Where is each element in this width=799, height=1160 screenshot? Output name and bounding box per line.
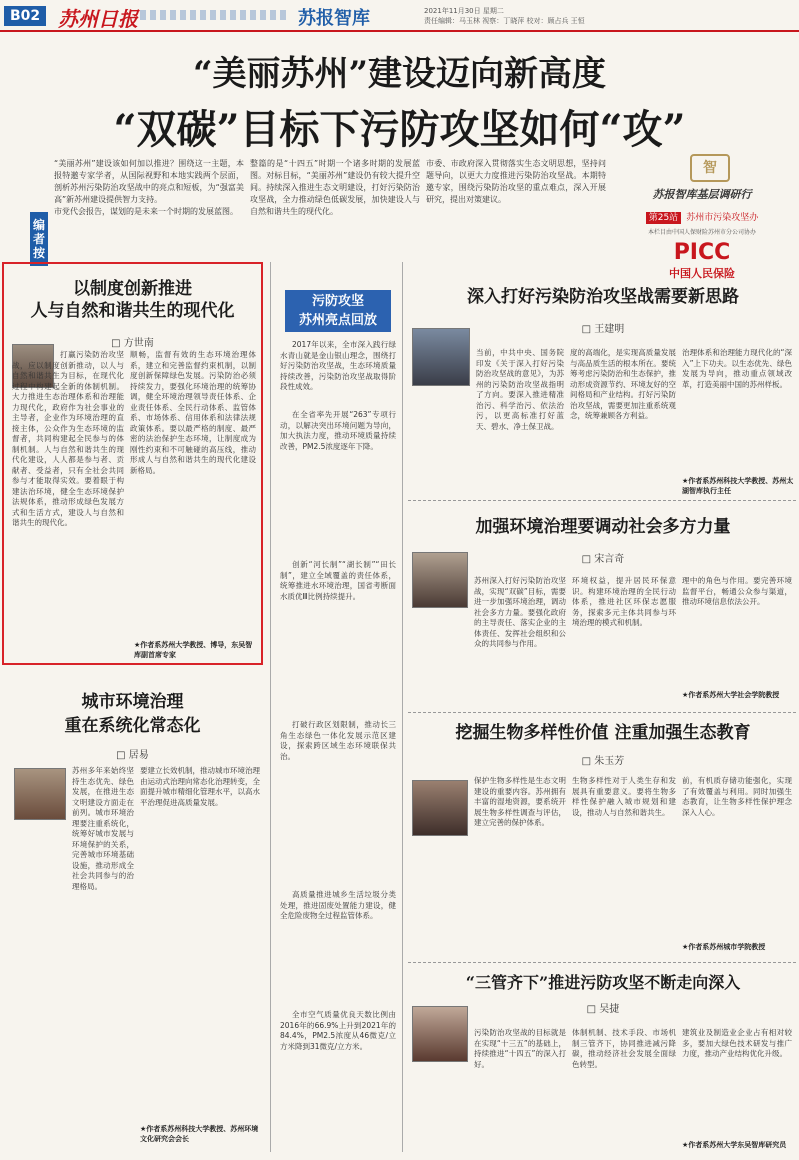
article5-col2: 体制机制、技术手段、市场机制三管齐下，协同推进减污降碳，推动经济社会发展全面绿色转型。 bbox=[572, 1028, 676, 1069]
issue-topic: 苏州市污染攻坚办 bbox=[686, 213, 759, 223]
mid-para4: 打破行政区划限制，推动长三角生态绿色一体化发展示范区建设，探索跨区域生态环境联保共治。 bbox=[280, 720, 396, 761]
date-line: 2021年11月30日 星期二 bbox=[424, 7, 504, 15]
article5-title: “三管齐下”推进污防攻坚不断走向深入 bbox=[465, 973, 741, 992]
section-title: 苏报智库 bbox=[298, 8, 370, 29]
divider bbox=[408, 500, 796, 501]
article6-author: □ 居易 bbox=[116, 750, 149, 761]
article1-footer: ★作者系苏州大学教授、博导，东吴智库副首席专家 bbox=[134, 641, 253, 659]
article6-title: 城市环境治理 重在系统化常态化 bbox=[64, 692, 201, 736]
divider bbox=[408, 962, 796, 963]
editor-note-tag: 编者按 bbox=[30, 212, 48, 266]
author-photo bbox=[412, 1006, 468, 1062]
article3-col3: 理中的角色与作用。要完善环境监督平台，畅通公众参与渠道，推动环境信息依法公开。 bbox=[682, 576, 792, 606]
mid-para6: 全市空气质量优良天数比例由2016年的66.9%上升到2021年的84.4%，PM2.5浓度从46微克/立方米降到31微克/立方米。 bbox=[280, 1010, 396, 1051]
article5-footer: ★作者系苏州大学东吴智库研究员 bbox=[682, 1141, 787, 1149]
article1-col1: 打赢污染防治攻坚战，应以制度创新推动，以人与自然和谐共生为目标，在现代化过程中构建起全新的体制机制。大力推进生态治理体系和治理能力现代化，政府作为社会事业的主导者，企业作为环境治理的直接主体，公众作为生态环境的监督者，共同构建起全民参与的体制机制。人与自然和谐共生的现代化建设，人人都是参与者、贡献者、受益者，只有全社会共同参与才能取得实效。要着眼于构建法治环境，健全生态环境保护法规体系，推动形成绿色发展方式和生活方式，建设人与自然和谐共生的现代化。 bbox=[12, 350, 124, 527]
article6-col2: 要建立长效机制，推动城市环境治理由运动式治理向常态化治理转变，全面提升城市精细化管理水平，以高水平治理促进高质量发展。 bbox=[140, 766, 260, 807]
mid-para5: 高质量推进城乡生活垃圾分类处理，推进固废处置能力建设，健全危险废物全过程监管体系。 bbox=[280, 890, 396, 920]
mid-para2: 在全省率先开展“263”专项行动，以解决突出环境问题为导向，加大执法力度，推动环境质量持续改善，PM2.5浓度逐年下降。 bbox=[280, 410, 396, 451]
editor-line: 责任编辑：马玉林 视察：丁晓萍 校对：顾占兵 王恒 bbox=[424, 17, 585, 25]
picc-logo: PICC bbox=[673, 240, 731, 265]
article1-col2: 顺畅，监督有效的生态环境治理体系，建立和完善监督约束机制，以制度创新保障绿色发展。污染防治必须持续发力，要强化环境治理的统筹协调，健全环境治理领导责任体系、企业责任体系、全民行动体系、监管体系、市场体系、信用体系和法律法规政策体系。要以最严格的制度、最严密的法治保护生态环境，让制度成为刚性约束和不可触碰的高压线，推动形成人与自然和谐共生的现代化建设新格局。 bbox=[130, 350, 256, 475]
column-divider bbox=[402, 262, 403, 1152]
mid-column-header: 污防攻坚 苏州亮点回放 bbox=[285, 290, 391, 332]
article5-author: □ 吴捷 bbox=[586, 1004, 620, 1015]
author-photo bbox=[412, 780, 468, 836]
headline-line2: “双碳”目标下污防攻坚如何“攻” bbox=[113, 106, 686, 153]
article2-col1: 当前，中共中央、国务院印发《关于深入打好污染防治攻坚战的意见》，为苏州的污染防治攻坚战指明了方向。要深入推进精准治污、科学治污、依法治污，以更高标准打好蓝天、碧水、净土保卫战。 bbox=[476, 348, 564, 431]
divider bbox=[408, 712, 796, 713]
decorative-wave-icon bbox=[140, 10, 290, 20]
article4-col3: 前，有机质存储功能强化，实现了有效覆盖与利用。同时加强生态教育，让生物多样性保护理念深入人心。 bbox=[682, 776, 792, 817]
page-number: B02 bbox=[4, 6, 46, 26]
company-name: 中国人民保险 bbox=[669, 267, 735, 280]
article5-col3: 建筑业及制造业企业占有相对较多，要加大绿色技术研发与推广力度，推动产业结构优化升级。 bbox=[682, 1028, 792, 1058]
author-photo bbox=[412, 328, 470, 386]
article1-author: □ 方世南 bbox=[111, 338, 154, 349]
article2-col3: 治理体系和治理能力现代化的“深入”上下功夫。以生态优先、绿色发展为导向，推动重点领域改革，打造美丽中国的苏州样板。 bbox=[682, 348, 792, 389]
article4-author: □ 朱玉芳 bbox=[581, 756, 625, 767]
article4-title: 挖掘生物多样性价值 注重加强生态教育 bbox=[455, 723, 751, 743]
headline-line1: “美丽苏州”建设迈向新高度 bbox=[192, 54, 607, 94]
article2-col2: 度的高端化，是实现高质量发展与高品质生活的根本所在。要统筹考虑污染防治和生态保护，推动形成资源节约、环境友好的空间格局和产业结构。打好污染防治攻坚战，需要更加注重系统观念，统筹兼顾各方利益。 bbox=[570, 348, 676, 420]
brand-note: 本栏目由中国人保财险苏州市分公司协办 bbox=[647, 229, 756, 236]
author-photo bbox=[14, 768, 66, 820]
masthead-logo: 苏州日报 bbox=[58, 7, 138, 31]
article1-title: 以制度创新推进 人与自然和谐共生的现代化 bbox=[30, 279, 235, 321]
article4-col2: 生物多样性对于人类生存和发展具有重要意义。要将生物多样性保护融入城市规划和建设，推动人与自然和谐共生。 bbox=[572, 776, 676, 817]
article3-title: 加强环境治理要调动社会多方力量 bbox=[475, 517, 731, 537]
article5-col1: 污染防治攻坚战的目标就是在实现“十三五”的基础上，持续推进“十四五”的深入打好。 bbox=[474, 1028, 566, 1069]
issue-number: 第25站 bbox=[646, 212, 681, 224]
header-meta bbox=[424, 6, 585, 26]
mid-para3: 创新“河长制”“湖长制”“田长制”，建立全域覆盖的责任体系，统筹推进水环境治理，国省考断面水质优Ⅲ比例持续提升。 bbox=[280, 560, 396, 601]
editor-note-col3: 市委、市政府深入贯彻落实生态文明思想，坚持问题导向，以更大力度推进污染防治攻坚战。本期特邀专家，围绕污染防治攻坚的重点难点，深入开展研究，提出对策建议。 bbox=[426, 159, 606, 204]
column-divider bbox=[270, 262, 271, 1152]
brand-box bbox=[612, 186, 792, 281]
author-photo bbox=[412, 552, 468, 608]
article3-author: □ 宋言奇 bbox=[581, 554, 625, 565]
article3-col1: 苏州深入打好污染防治攻坚战，实现“双碳”目标，需要进一步加强环境治理，调动社会多方力量。要强化政府的主导责任、落实企业的主体责任、发挥社会组织和公众的共同参与作用。 bbox=[474, 576, 566, 648]
article2-title: 深入打好污染防治攻坚战需要新思路 bbox=[467, 287, 739, 307]
zhiku-logo-icon: 智 bbox=[690, 154, 730, 182]
brand-title: 苏报智库基层调研行 bbox=[652, 188, 752, 201]
editor-note-col1: “美丽苏州”建设该如何加以推进？围绕这一主题，本报特邀专家学者，从国际视野和本地实践两个层面，剖析苏州污染防治攻坚战中的亮点和短板，为“强富美高”新苏州建设提供智力支持。 市党代会报告，谋划的是未来一个时期的发展蓝图。 bbox=[54, 159, 244, 216]
article4-footer: ★作者系苏州城市学院教授 bbox=[682, 943, 766, 951]
article2-footer: ★作者系苏州科技大学教授、苏州太湖智库执行主任 bbox=[682, 477, 794, 495]
editor-note-col2: 整篇的是“十四五”时期一个诸多时期的发展蓝图。对标目标，“美丽苏州”建设仍有较大提升空间。持续深入推进生态文明建设，打好污染防治攻坚战，全力推动绿色低碳发展，加快建设人与自然和谐共生的现代化。 bbox=[250, 159, 420, 216]
article2-author: □ 王建明 bbox=[581, 324, 625, 335]
article3-col2: 环境权益，提升居民环保意识。构建环境治理的全民行动体系，推进社区环保志愿服务，探索多元主体共同参与环境治理的模式和机制。 bbox=[572, 576, 676, 627]
article6-footer: ★作者系苏州科技大学教授、苏州环境文化研究会会长 bbox=[140, 1125, 259, 1143]
article4-col1: 保护生物多样性是生态文明建设的重要内容。苏州拥有丰富的湿地资源，要系统开展生物多样性调查与评估，建立完善的保护体系。 bbox=[474, 776, 566, 827]
article6-col1: 苏州多年来始终坚持生态优先、绿色发展，在推进生态文明建设方面走在前列。城市环境治理要注重系统化，统筹好城市发展与环境保护的关系，完善城市环境基础设施，推动形成全社会共同参与的治理格局。 bbox=[72, 766, 134, 891]
mid-para1: 2017年以来，全市深入践行绿水青山就是金山银山理念，围绕打好污染防治攻坚战，生态环境质量持续改善，污染防治攻坚战取得阶段性成效。 bbox=[280, 340, 396, 391]
article3-footer: ★作者系苏州大学社会学院教授 bbox=[682, 691, 780, 699]
